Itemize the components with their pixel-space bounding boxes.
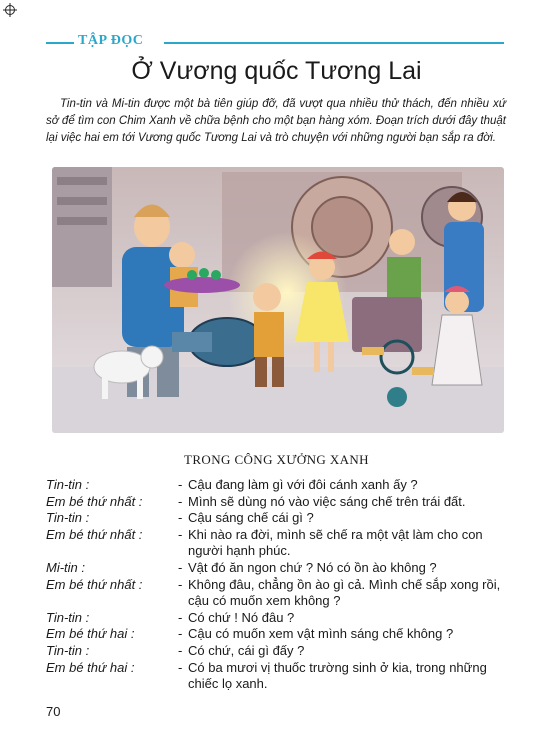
registration-mark-icon	[3, 3, 17, 17]
dialogue-row	[46, 660, 516, 693]
dialogue-line: Cậu đang làm gì với đôi cánh xanh ấy ?	[188, 477, 418, 492]
dialogue-line: Không đâu, chẳng ồn ào gì cả. Mình chế sắp xong rồi, cậu có muốn xem không ?	[188, 576, 501, 609]
dialogue-list	[46, 477, 516, 693]
section-rule-left	[46, 42, 74, 44]
page-number: 70	[46, 704, 61, 719]
speaker-name: Em bé thứ nhất :	[46, 526, 143, 542]
story-illustration	[52, 167, 504, 433]
page-title: Ở Vương quốc Tương Lai	[131, 57, 422, 85]
speaker-name: Tin-tin :	[46, 609, 90, 625]
dialogue-dash: -	[178, 626, 183, 642]
dialogue-line: Có chứ ! Nó đâu ?	[188, 609, 295, 625]
dialogue-row	[46, 560, 516, 577]
speaker-name: Em bé thứ nhất :	[46, 576, 143, 592]
dialogue-line: Khi nào ra đời, mình sẽ chế ra một vật làm cho con người hạnh phúc.	[188, 526, 483, 559]
dialogue-line: Cậu sáng chế cái gì ?	[188, 510, 314, 526]
dialogue-dash: -	[178, 526, 183, 542]
dialogue-dash: -	[178, 609, 183, 625]
speaker-name: Mi-tin :	[46, 559, 85, 575]
dialogue-dash: -	[178, 477, 183, 492]
speaker-name: Tin-tin :	[46, 642, 90, 658]
intro-paragraph: Tin-tin và Mi-tin được một bà tiên giúp đỡ, đã vượt qua nhiều thử thách, đến nhiều xứ sở để tìm con Chim Xanh về chữa bệnh cho một bạn hàng xóm. Đoạn trích dưới đây thuật lại việc hai em tới Vương quốc Tương Lai và trò chuyện với những người bạn sắp ra đời.	[46, 98, 506, 144]
dialogue-row	[46, 610, 516, 627]
section-header	[46, 33, 504, 49]
speaker-name: Tin-tin :	[46, 510, 90, 526]
dialogue-row	[46, 477, 516, 494]
dialogue-row	[46, 510, 516, 527]
dialogue-dash: -	[178, 642, 183, 658]
dialogue-row	[46, 527, 516, 560]
speaker-name: Tin-tin :	[46, 477, 90, 492]
dialogue-line: Có ba mươi vị thuốc trường sinh ở kia, trong những chiếc lọ xanh.	[188, 659, 487, 692]
dialogue-row	[46, 643, 516, 660]
dialogue-dash: -	[178, 576, 183, 592]
speaker-name: Em bé thứ nhất :	[46, 493, 143, 509]
section-label: TẬP ĐỌC	[78, 33, 144, 48]
speaker-name: Em bé thứ hai :	[46, 626, 135, 642]
dialogue-row	[46, 626, 516, 643]
dialogue-dash: -	[178, 559, 183, 575]
dialogue-dash: -	[178, 493, 183, 509]
dialogue-dash: -	[178, 659, 183, 675]
scene-heading: TRONG CÔNG XƯỞNG XANH	[184, 452, 369, 467]
section-rule-right	[164, 42, 504, 44]
dialogue-row	[46, 494, 516, 511]
dialogue-dash: -	[178, 510, 183, 526]
dialogue-line: Có chứ, cái gì đấy ?	[188, 642, 305, 658]
dialogue-line: Cậu có muốn xem vật mình sáng chế không ?	[188, 626, 454, 642]
dialogue-line: Vật đó ăn ngon chứ ? Nó có ồn ào không ?	[188, 559, 437, 575]
speaker-name: Em bé thứ hai :	[46, 659, 135, 675]
dialogue-line: Mình sẽ dùng nó vào việc sáng chế trên trái đất.	[188, 493, 466, 509]
dialogue-row	[46, 577, 516, 610]
